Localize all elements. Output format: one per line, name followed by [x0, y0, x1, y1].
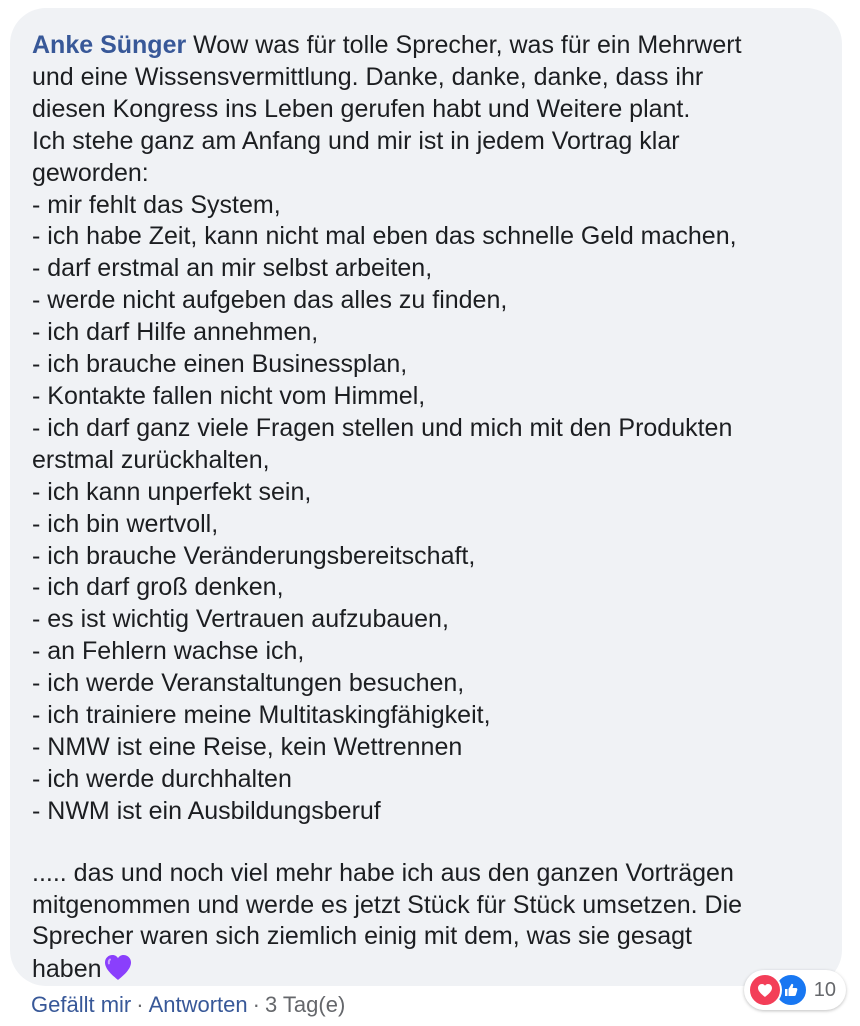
comment-line: - mir fehlt das System,	[32, 190, 281, 219]
comment-author-link[interactable]: Anke Sünger	[32, 31, 187, 59]
comment-line: - ich werde durchhalten	[32, 764, 292, 793]
comment-closing-line: ..... das und noch viel mehr habe ich aus den ganzen Vorträgen	[32, 858, 734, 887]
comment-last-line	[32, 953, 822, 990]
reply-action-link[interactable]: Antworten	[148, 992, 248, 1017]
comment-text-first: Wow was für tolle Sprecher, was für ein Mehrwert	[193, 31, 742, 59]
comment-text-last: haben	[32, 955, 102, 984]
comment-line: - NMW ist eine Reise, kein Wettrennen	[32, 732, 463, 761]
comment-closing-line: mitgenommen und werde es jetzt Stück für Stück umsetzen. Die	[32, 890, 743, 919]
comment-lines	[32, 62, 822, 828]
comment-line: - ich darf Hilfe annehmen,	[32, 318, 319, 347]
comment-closing	[32, 858, 822, 954]
comment-line: - ich darf groß denken,	[32, 573, 284, 602]
purple-heart-emoji-icon	[103, 953, 133, 990]
comment-line: - NWM ist ein Ausbildungsberuf	[32, 796, 381, 825]
reactions-summary[interactable]	[744, 970, 846, 1010]
comment-line: - Kontakte fallen nicht vom Himmel,	[32, 381, 426, 410]
comment-line: - ich darf ganz viele Fragen stellen und mich mit den Produkten	[32, 413, 733, 442]
comment-line: diesen Kongress ins Leben gerufen habt und Weitere plant.	[32, 94, 691, 123]
comment-closing-line: Sprecher waren sich ziemlich einig mit dem, was sie gesagt	[32, 922, 692, 951]
reaction-count: 10	[813, 978, 836, 1001]
like-action-link[interactable]: Gefällt mir	[31, 992, 132, 1017]
comment-first-line	[32, 30, 822, 62]
comment-line: geworden:	[32, 158, 149, 187]
comment-line: - ich brauche Veränderungsbereitschaft,	[32, 541, 476, 570]
comment-line: - ich werde Veranstaltungen besuchen,	[32, 669, 465, 698]
action-separator: ·	[252, 992, 260, 1017]
comment-line: - darf erstmal an mir selbst arbeiten,	[32, 254, 433, 283]
comment-body	[32, 30, 822, 990]
comment-line: - werde nicht aufgeben das alles zu finden,	[32, 286, 508, 315]
comment-actions	[31, 992, 345, 1018]
comment-timestamp[interactable]: 3 Tag(e)	[264, 992, 346, 1017]
comment-line: und eine Wissensvermittlung. Danke, danke, danke, dass ihr	[32, 62, 704, 91]
action-separator: ·	[136, 992, 144, 1017]
comment-line: - ich trainiere meine Multitaskingfähigkeit,	[32, 701, 491, 730]
love-reaction-icon	[748, 973, 782, 1007]
comment-line: - es ist wichtig Vertrauen aufzubauen,	[32, 605, 449, 634]
comment-line: - an Fehlern wachse ich,	[32, 637, 305, 666]
paragraph-gap	[32, 828, 822, 858]
comment-line: - ich brauche einen Businessplan,	[32, 350, 408, 379]
comment-line: erstmal zurückhalten,	[32, 445, 270, 474]
comment-line: - ich bin wertvoll,	[32, 509, 219, 538]
comment-bubble	[10, 8, 842, 986]
comment-line: - ich kann unperfekt sein,	[32, 477, 312, 506]
comment-line: - ich habe Zeit, kann nicht mal eben das schnelle Geld machen,	[32, 222, 737, 251]
comment-line: Ich stehe ganz am Anfang und mir ist in jedem Vortrag klar	[32, 126, 680, 155]
